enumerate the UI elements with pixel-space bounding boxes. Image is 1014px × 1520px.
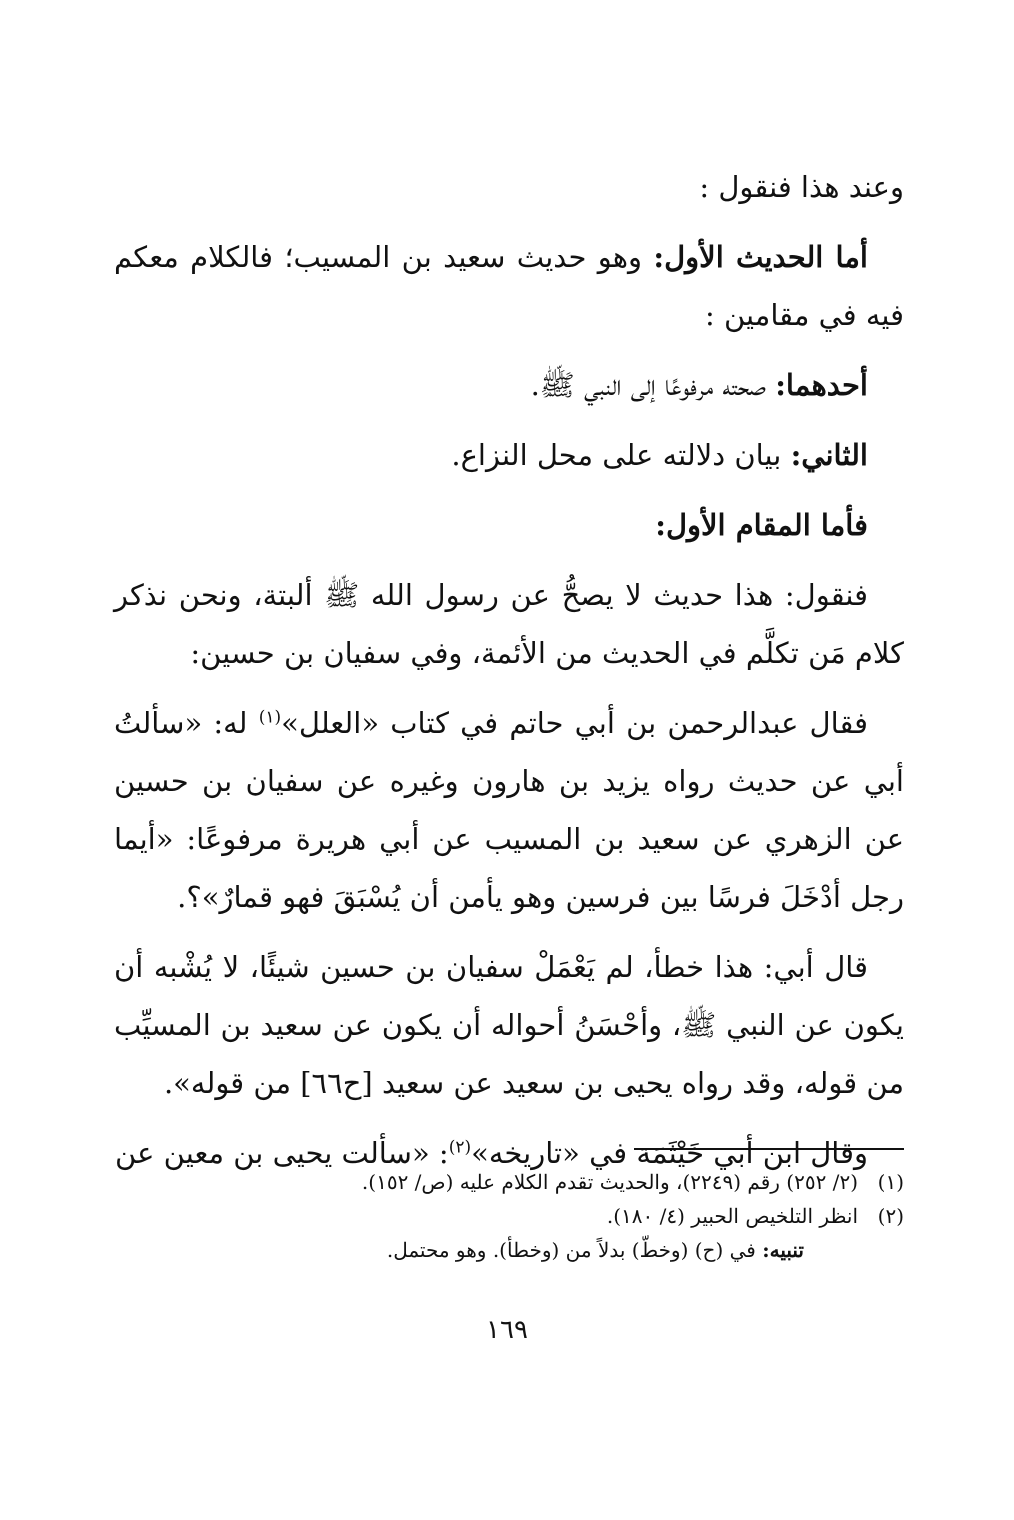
illal-text-before: فقال عبدالرحمن بن أبي حاتم في كتاب «العلل» [281,706,868,740]
main-text [114,158,904,1194]
footnote-note-text: في (ح) (وخطّ) بدلاً من (وخطأ). وهو محتمل. [386,1238,763,1262]
first-hadith-heading: أما الحديث الأول: [653,240,868,274]
footnote-ref-1: (١) [258,707,282,728]
footnote-1-text: (٢/ ٢٥٢) رقم (٢٢٤٩)، والحديث تقدم الكلام عليه (ص/ ١٥٢). [361,1170,858,1194]
page-number: ١٦٩ [486,1315,528,1345]
khaythama-text-before: وقال ابن أبي خَيْثَمَة في «تاريخه» [471,1136,868,1170]
khaythama-text-after: : «سألت يحيى بن معين عن [115,1136,449,1170]
footnote-2-text: انظر التلخيص الحبير (٤/ ١٨٠). [606,1204,858,1228]
footnote-1 [114,1165,904,1199]
first-hadith-text: وهو حديث سعيد بن المسيب؛ فالكلام معكم فيه في مقامين : [114,240,904,332]
paragraph-statement [114,566,904,682]
second-aspect-text: بيان دلالته على محل النزاع. [451,438,791,472]
footnote-ref-2: (٢) [448,1137,472,1158]
paragraph-first-station [114,496,904,554]
paragraph-first-hadith [114,228,904,344]
paragraph-second-aspect [114,426,904,484]
paragraph-intro [114,158,904,216]
paragraph-first-aspect [114,356,904,414]
first-aspect-text: صحته مرفوعًا إلى النبي ﷺ. [530,368,776,402]
first-station-heading: فأما المقام الأول: [655,508,868,542]
paragraph-abi-quote [114,938,904,1112]
footnote-divider [634,1148,904,1150]
footnote-1-number: (١) [877,1170,904,1194]
footnote-2-note [114,1233,904,1267]
first-aspect-heading: أحدهما: [775,368,868,402]
abi-text: قال أبي: هذا خطأ، لم يَعْمَلْ سفيان بن حسين شيئًا، لا يُشْبه أن يكون عن النبي ﷺ، وأحْسَنُ أحواله أن يكون عن سعيد بن المسيِّب من قوله، وقد رواه يحيى بن سعيد عن سعيد [ح٦٦] من قوله». [114,950,904,1100]
footnote-note-label: تنبيه: [762,1238,804,1262]
footnote-2 [114,1199,904,1233]
illal-text-after: له: «سألتُ أبي عن حديث رواه يزيد بن هارون وغيره عن سفيان بن حسين عن الزهري عن سعيد بن المسيب عن أبي هريرة مرفوعًا: «أيما رجل أدْخَلَ فرسًا بين فرسين وهو يأمن أن يُسْبَقَ فهو قمارٌ»؟. [114,706,904,914]
second-aspect-heading: الثاني: [790,438,868,472]
statement-text: فنقول: هذا حديث لا يصحُّ عن رسول الله ﷺ ألبتة، ونحن نذكر كلام مَن تكلَّم في الحديث من الأئمة، وفي سفيان بن حسين: [114,578,904,670]
footnotes [114,1165,904,1267]
intro-text: وعند هذا فنقول : [699,170,904,204]
footnote-2-number: (٢) [877,1204,904,1228]
paragraph-illal-quote [114,694,904,926]
